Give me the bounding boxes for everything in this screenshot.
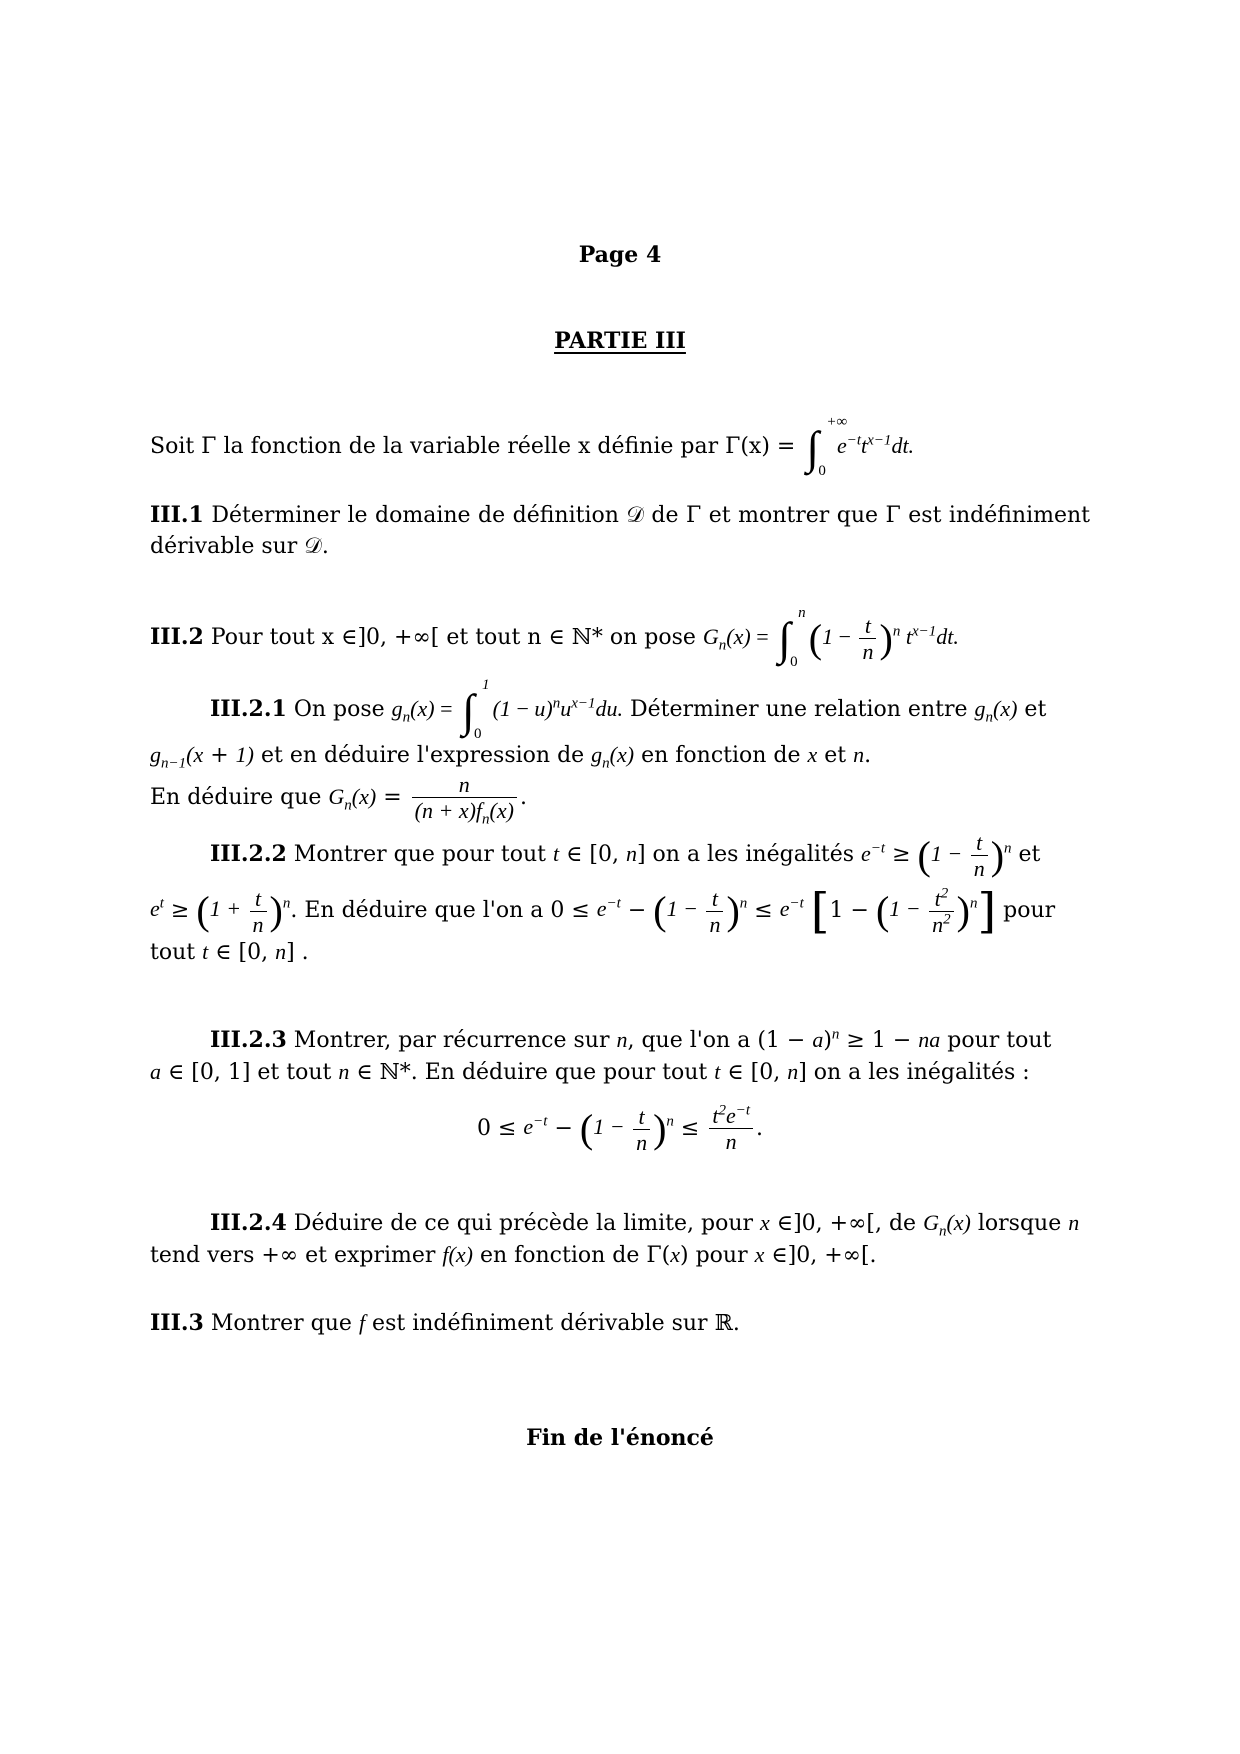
part-title: PARTIE III [554,328,686,354]
intro-text: Soit Γ la fonction de la variable réelle x définie par Γ(x) = [150,434,796,460]
question-text: Pour tout x ∈]0, +∞[ et tout n ∈ ℕ* on pose [210,624,696,650]
question-text-line2: dérivable sur 𝒟. [150,533,329,559]
question-iii-2 [150,604,959,670]
question-text-line1: Déterminer le domaine de définition 𝒟 de Γ et montrer que Γ est indéfiniment [211,503,1090,528]
display-inequality: $0 \le e^{-t} - (1$ − $\frac{t}{n}$ )$^n$ ≤ $\frac{t^2e^{-t}}{n}$ . [476,1102,764,1155]
question-iii-2-4: III.2.4 Déduire de ce qui précède la limite, pour x ∈]0, +∞[, de $G_n(x)$ lorsque n tend vers +∞ et exprimer f(x) en fonction de Γ(x) pour x ∈]0, +∞[. [150,1210,1080,1268]
gn-definition: $G_n(x)$ = ∫ n 0 (1 − $\frac{t}{n}$ )$^n$ $t^{x-1}dt$. [702,604,959,670]
question-iii-3: III.3 Montrer que f est indéfiniment dérivable sur ℝ. [150,1310,740,1336]
question-iii-2-3: III.2.3 Montrer, par récurrence sur n, que l'on a $(1 - a)^n \ge 1$ − na pour tout a ∈ [0, 1] et tout n ∈ ℕ*. En déduire que pour tout t ∈ [0, n] on a les inégalités : $0 \le e^{-t} - (1$ − $\frac{t}{n}$ )$^n$ ≤ $\frac{t^2e^{-t}}{n}$ . [150,1025,1090,1155]
question-iii-1 [150,500,1090,563]
question-label: III.2.1 [210,696,287,723]
end-of-statement: Fin de l'énoncé [526,1425,714,1451]
question-label: III.1 [150,502,204,528]
question-label: III.2.4 [210,1210,287,1236]
intro-paragraph [150,414,915,479]
question-iii-2-1: III.2.1 On pose $g_n(x)$ = ∫ 1 0 $(1 - u)^nu^{x-1}du$. Déterminer une relation entre $g_n(x)$ et $g_{n-1}(x + 1)$ et en déduire l'expression de $g_n(x)$ en fonction de x et n. En déduire que $G_n(x)$ = $\frac{n}{(n + x)f_n(x)}$ . [150,677,1047,828]
question-label: III.2 [150,623,204,650]
question-label: III.2.3 [210,1027,287,1053]
question-label: III.3 [150,1310,204,1336]
question-iii-2-2: III.2.2 Montrer que pour tout t ∈ [0, n] on a les inégalités $e^{-t} \ge (1$ − $\frac{t}{n}$ )$^n$ et $e^t \ge (1$ + $\frac{t}{n}$ )$^n$. En déduire que l'on a $0 \le e^{-t} - (1$ − $\frac{t}{n}$ )$^n \le e^{-t}$ [1 − (1 − $\frac{t^2}{n^2}$ )$^n$] pour tout t ∈ [0, n] . [150,830,1056,966]
question-label: III.2.2 [210,840,287,867]
small-gn-definition: $g_n(x)$ = ∫ 1 0 $(1 - u)^nu^{x-1}du$. [391,677,623,742]
gamma-integral: ∫ +∞ 0 $e^{-t}t^{x-1}dt$. [806,414,915,479]
page-number: Page 4 [578,242,662,268]
